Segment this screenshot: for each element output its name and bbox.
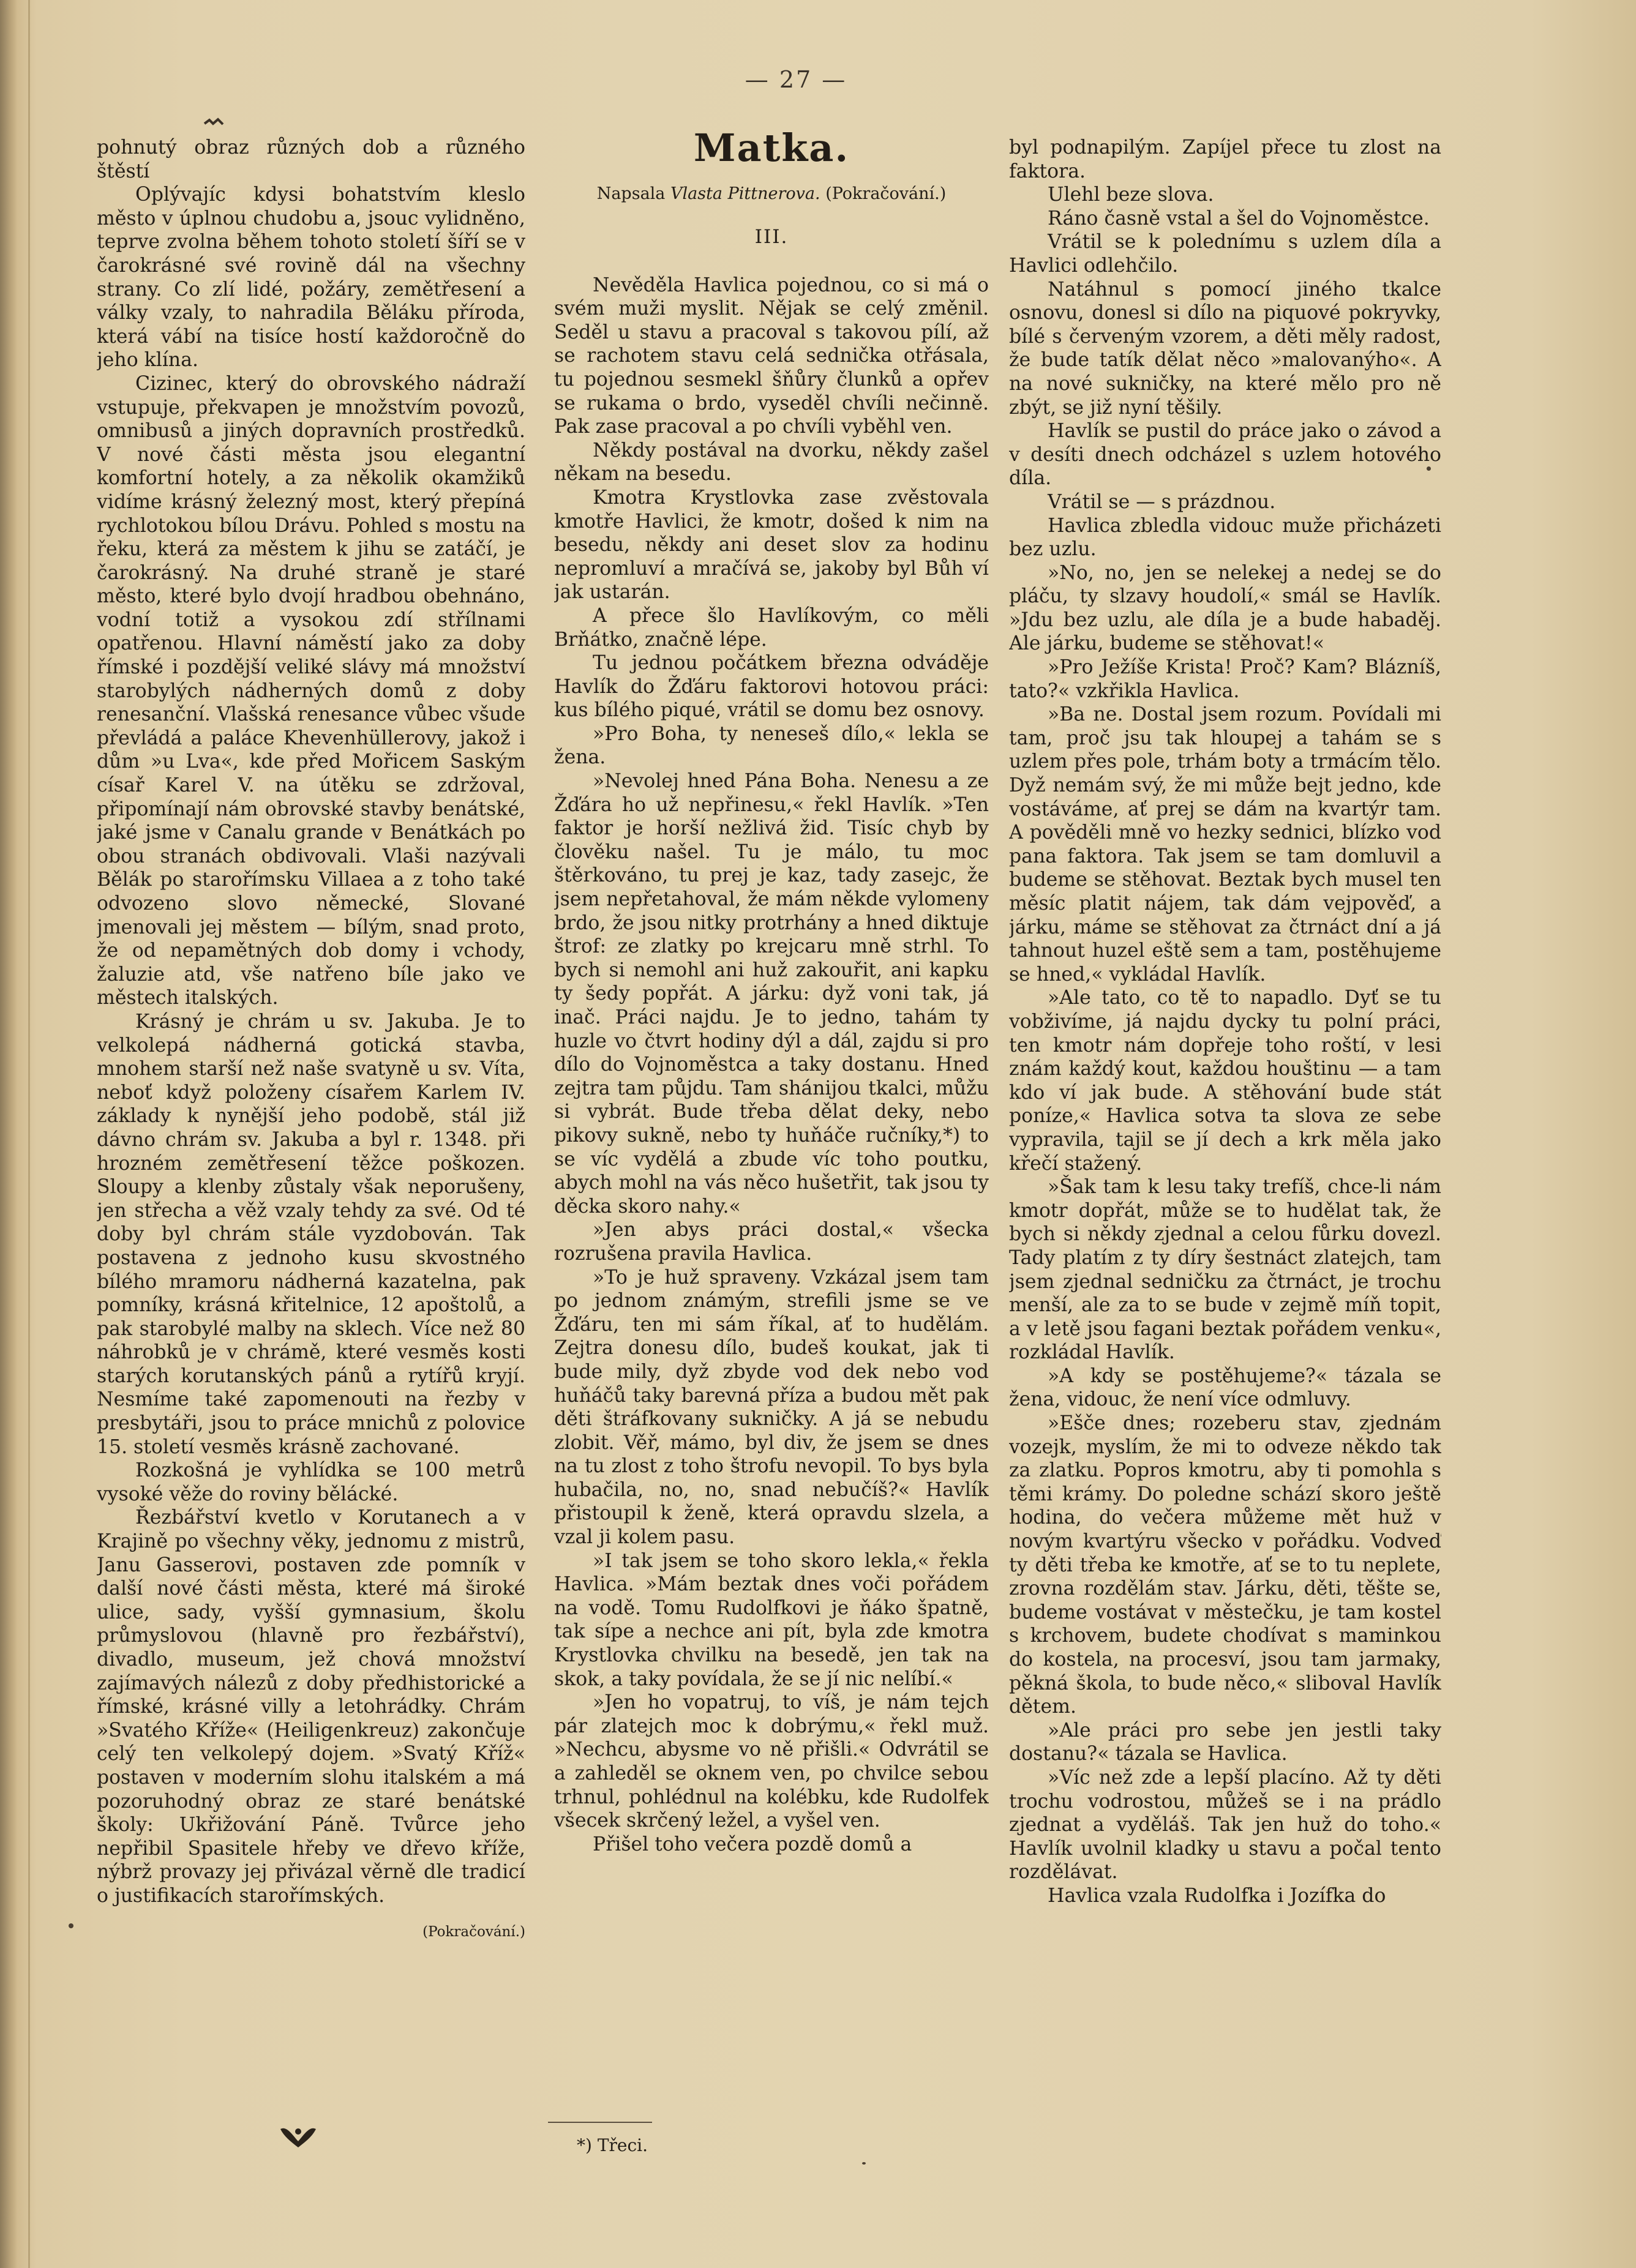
left-paragraph: Rozkošná je vyhlídka se 100 metrů vysoké věže do roviny bělácké.: [97, 1459, 525, 1505]
ornament-icon: [277, 2123, 320, 2151]
middle-paragraph: »Nevolej hned Pána Boha. Nenesu a ze Žďára ho už nepřinesu,« řekl Havlík. »Ten faktor je horší nežlivá žid. Tisíc chyb by člověku našel. Tu je málo, tu moc štěrkováno, tu prej je kaz, tady zasejc, že jsem nepřetahoval, že mám někde vylomeny brdo, že jsou nitky protrhány a hned diktuje štrof: ze zlatky po krejcaru mně strhl. To bych si nemohl ani huž zakouřit, ani kapku ty šedy popřát. A járku: dyž voni tak, já inač. Práci najdu. Je to jedno, tahám ty huzle vo čtvrt hodiny dýl a dál, zajdu si pro dílo do Vojnoměstca a taky dostanu. Hned zejtra tam půjdu. Tam shánijou tkalci, můžu si vybrát. Bude třeba dělat deky, nebo pikovy sukně, nebo ty huňáče ručníky,*) to se víc vydělá a zbude víc toho poutku, abych mohl na vás něco hušetřit, tak jsou ty děcka skoro nahy.«: [554, 770, 989, 1218]
right-paragraph: »A kdy se postěhujeme?« tázala se žena, vidouc, že není více odmluvy.: [1009, 1364, 1441, 1411]
right-paragraph: Havlica zbledla vidouc muže přicházeti bez uzlu.: [1009, 514, 1441, 561]
middle-paragraph: Přišel toho večera pozdě domů a: [593, 1833, 912, 1855]
page-edge-line: [28, 0, 30, 2268]
right-paragraph: Vrátil se k polednímu s uzlem díla a Havlici odlehčilo.: [1009, 231, 1441, 277]
right-paragraph: »Ba ne. Dostal jsem rozum. Povídali mi tam, proč jsu tak hloupej a tahám se s uzlem přes pole, trhám boty a trmácím tělo. Dyž nemám svý, že mi může bejt jedno, kde vostáváme, ať prej se dám na kvartýr tam. A pověděli mně vo hezky sednici, blízko vod pana faktora. Tak jsem se tam domluvil a budeme se stěhovat. Beztak bych musel ten měsíc platit nájem, tak dám vejpověď, a járku, máme se stěhovat za čtrnáct dní a já tahnout huzel eště sem a tam, postěhujeme se hned,« vykládal Havlík.: [1009, 703, 1441, 986]
middle-paragraph: »To je huž spraveny. Vzkázal jsem tam po jednom známým, strefili jsme se ve Žďáru, ten mi sám říkal, ať to hudělám. Zejtra donesu dílo, budeš koukat, jak ti bude mily, dyž zbyde vod dek nebo vod huňáčů taky barevná příza a budou mět pak děti štráfkovany sukničky. A já se nebudu zlobit. Věř, mámo, byl div, že jsem se dnes na tu zlost z toho štrofu nevopil. To bys byla hubačila, no, no, snad nebučíš?« Havlík přistoupil k ženě, která opravdu slzela, a vzal ji kolem pasu.: [554, 1266, 989, 1549]
left-paragraph: Cizinec, který do obrovského nádraží vstupuje, překvapen je množstvím povozů, omnibusů a jiných dopravních prostředků. V nové části města jsou elegantní komfortní hotely, a za několik okamžiků vidíme krásný železný most, který přepíná rychlotokou bílou Drávu. Pohled s mostu na řeku, která za městem k jihu se zatáčí, je čarokrásný. Na druhé straně je staré město, které bylo dvojí hradbou obehnáno, vodní totiž a vysokou zdí střílnami opatřenou. Hlavní náměstí jako za doby římské i pozdější veliké slávy má množství starobylých nádherných domů z doby renesanční. Vlašská renesance vůbec všude převládá a paláce Khevenhüllerovy, jakož i dům »u Lva«, kde před Mořicem Saským císař Karel V. na útěku se zdržoval, připomínají nám obrovské stavby benátské, jaké jsme v Canalu grande v Benátkách po obou stranách obdivovali. Vlaši nazývali Bělák po starořímsku Villaea a z toho také odvozeno slovo německé, Slované jmenovali jej městem — bílým, snad proto, že od nepamětných dob domy i vchody, žaluzie atd, vše natřeno bíle jako ve městech italských.: [97, 372, 525, 1009]
left-paragraph: Oplývajíc kdysi bohatstvím kleslo město v úplnou chudobu a, jsouc vylidněno, teprve zvolna během tohoto století šíří se v čarokrásné své rovině dál na všechny strany. Co zlí lidé, požáry, zemětřesení a války vzaly, to nahradila Běláku příroda, která vábí na tisíce hostí každoročně do jeho klína.: [97, 184, 525, 372]
right-paragraph: »Víc než zde a lepší placíno. Až ty děti trochu vodrostou, můžeš se i na prádlo zjednat a vyděláš. Tak jen huž do toho.« Havlík uvolnil kladky u stavu a počal tento rozdělávat.: [1009, 1766, 1441, 1884]
byline-suffix: (Pokračování.): [825, 184, 947, 203]
middle-paragraph: Tu jednou počátkem března odváděje Havlík do Žďáru faktorovi hotovou práci: kus bílého piqué, vrátil se domu bez osnovy.: [554, 652, 989, 722]
middle-paragraph: Kmotra Krystlovka zase zvěstovala kmotře Havlici, že kmotr, došed k nim na besedu, někdy ani deset slov za hodinu nepromluví a mračívá se, jakoby byl Bůh ví jak ustarán.: [554, 486, 989, 604]
middle-paragraph: »Jen ho vopatruj, to víš, je nám tejch pár zlatejch moc k dobrýmu,« řekl muž. »Nechcu, abysme vo ně přišli.« Odvrátil se a zahleděl se oknem ven, po chvilce sebou trhnul, pohlédnul na kolébku, kde Rudolfek všecek skrčený ležel, a vyšel ven.: [554, 1691, 989, 1832]
byline-prefix: Napsala: [596, 184, 666, 203]
middle-paragraph: »I tak jsem se toho skoro lekla,« řekla Havlica. »Mám beztak dnes voči pořádem na vodě. Tomu Rudolfkovi je ňáko špatně, tak sípe a nechce ani pít, byla zde kmotra Krystlovka chvilku na besedě, jen tak na skok, a taky povídala, že se jí nic nelíbí.«: [554, 1549, 989, 1690]
middle-paragraph: Někdy postával na dvorku, někdy zašel někam na besedu.: [554, 439, 989, 485]
right-column: [1009, 136, 1441, 2156]
right-paragraph: Natáhnul s pomocí jiného tkalce osnovu, donesl si dílo na piquové pokryvky, bílé s červeným vzorem, a děti měly radost, že bude tatík dělat něco »malovanýho«. A na nové sukničky, na které mělo pro ně zbýt, se již nyní těšily.: [1009, 278, 1441, 419]
print-speck: [69, 1923, 73, 1928]
middle-paragraph: A přece šlo Havlíkovým, co měli Brňátko, značně lépe.: [554, 604, 989, 651]
right-paragraph: byl podnapilým. Zapíjel přece tu zlost na faktora.: [1009, 137, 1441, 182]
article-title: Matka.: [693, 126, 850, 170]
middle-column: [554, 126, 989, 2146]
middle-paragraph: »Pro Boha, ty neneseš dílo,« lekla se žena.: [554, 722, 989, 769]
chapter-number: III.: [754, 226, 789, 248]
footnote-rule: [548, 2122, 652, 2123]
right-paragraph: »Ešče dnes; rozeberu stav, zjednám vozejk, myslím, že mi to odveze někdo tak za zlatku. Popros kmotru, aby ti pomohla s těmi krámy. Do poledne schází skoro ještě hodina, do večera můžeme mět huž v novým kvartýru všecko v pořádku. Vodveď ty děti třeba ke kmotře, ať se to tu neplete, zrovna rozdělám stav. Járku, děti, těšte se, budeme vostávat v městečku, je tam kostel s krchovem, budete chodívat s maminkou do kostela, na procesví, jsou tam jarmaky, pěkná škola, to bude něco,« sliboval Havlík dětem.: [1009, 1412, 1441, 1718]
right-paragraph: »Šak tam k lesu taky trefíš, chce-li nám kmotr dopřát, může se to hudělat tak, že bych si někdy zjednal a celou fůrku dovezl. Tady platím z ty díry šestnáct zlatejch, tam jsem zjednal sedničku za čtrnáct, je trochu menší, ale za to se bude v zejmě míň topit, a v letě jsou fagani beztak pořádem venku«, rozkládal Havlík.: [1009, 1176, 1441, 1364]
article-byline: [554, 184, 989, 204]
right-paragraph: »Pro Ježíše Krista! Proč? Kam? Blázníš, tato?« vzkřikla Havlica.: [1009, 656, 1441, 702]
left-column: [97, 136, 525, 2144]
print-speck: [1427, 466, 1431, 471]
right-paragraph: Vrátil se — s prázdnou.: [1048, 490, 1276, 513]
right-paragraph: Ulehl beze slova.: [1048, 184, 1214, 206]
middle-paragraph: »Jen abys práci dostal,« všecka rozrušena pravila Havlica.: [554, 1219, 989, 1265]
print-speck: [862, 2162, 866, 2165]
left-paragraph: Krásný je chrám u sv. Jakuba. Je to velkolepá nádherná gotická stavba, mnohem starší než naše svatyně u sv. Víta, neboť když položeny císařem Karlem IV. základy k nynější jeho podobě, stál již dávno chrám sv. Jakuba a byl r. 1348. při hrozném zemětřesení těžce poškozen. Sloupy a klenby zůstaly však neporušeny, jen střecha a věž vzaly tehdy za své. Od té doby byl chrám stále vyzdobován. Tak postavena z jednoho kusu skvostného bílého mramoru nádherná kazatelna, pak pomníky, krásná křitelnice, 12 apoštolů, a pak starobylé malby na sklech. Více než 80 náhrobků je v chrámě, které vesměs kosti starých korutanských pánů a rytířů kryjí. Nesmíme také zapomenouti na řezby v presbytáři, jsou to práce mnichů z polovice 15. století vesměs krásně zachované.: [97, 1010, 525, 1458]
byline-author: Vlasta Pittnerova.: [670, 184, 820, 203]
page-number: — 27 —: [745, 66, 847, 93]
footnote: *) Třeci.: [577, 2135, 648, 2155]
right-paragraph: »No, no, jen se nelekej a nedej se do pláču, ty slzavy houdolí,« smál se Havlík. »Jdu bez uzlu, ale díla je a bude habaděj. Ale járku, budeme se stěhovat!«: [1009, 561, 1441, 655]
right-paragraph: »Ale tato, co tě to napadlo. Dyť se tu vobživíme, já najdu dycky tu polní práci, ten kmotr nám dopřeje toho roští, v lesi znám každý kout, každou houštinu — a tam kdo ví jak bude. A stěhování bude stát poníze,« Havlica sotva ta slova ze sebe vypravila, tajil se jí dech a krk měla jako křečí stažený.: [1009, 987, 1441, 1175]
left-paragraph: Řezbářství kvetlo v Korutanech a v Krajině po všechny věky, jednomu z mistrů, Janu Gasserovi, postaven zde pomník v další nové části města, které má široké ulice, sady, vyšší gymnasium, školu průmyslovou (hlavně pro řezbářství), divadlo, museum, jež chová množství zajímavých nálezů z doby předhistorické a římské, krásné villy a letohrádky. Chrám »Svatého Kříže« (Heiligenkreuz) zakončuje celý ten velkolepý dojem. »Svatý Kříž« postaven v moderním slohu italském a má pozoruhodný obraz ze staré benátské školy: Ukřižování Páně. Tvůrce jeho nepřibil Spasitele hřeby ve dřevo kříže, nýbrž provazy jej přivázal věrně dle tradicí o justifikacích starořímských.: [97, 1506, 525, 1907]
left-paragraph: pohnutý obraz různých dob a různého štěstí: [97, 137, 525, 182]
right-paragraph: Havlica vzala Rudolfka i Jozífka do: [1048, 1884, 1386, 1907]
middle-paragraph: Nevěděla Havlica pojednou, co si má o svém muži myslit. Nějak se celý změnil. Seděl u stavu a pracoval s takovou pílí, až se rachotem stavu celá sednička otřásala, tu pojednou sesmekl šňůry člunků a opřev se rukama o brdo, vyseděl chvíli nečinně. Pak zase pracoval a po chvíli vyběhl ven.: [554, 274, 989, 438]
ink-mark-icon: [202, 116, 227, 129]
right-paragraph: Havlík se pustil do práce jako o závod a v desíti dnech odcházel s uzlem hotového díla.: [1009, 420, 1441, 490]
binding-shadow: [0, 0, 17, 2268]
continuation-note: (Pokračování.): [422, 1923, 525, 1940]
right-paragraph: »Ale práci pro sebe jen jestli taky dostanu?« tázala se Havlica.: [1009, 1719, 1441, 1765]
right-paragraph: Ráno časně vstal a šel do Vojnoměstce.: [1048, 207, 1430, 230]
